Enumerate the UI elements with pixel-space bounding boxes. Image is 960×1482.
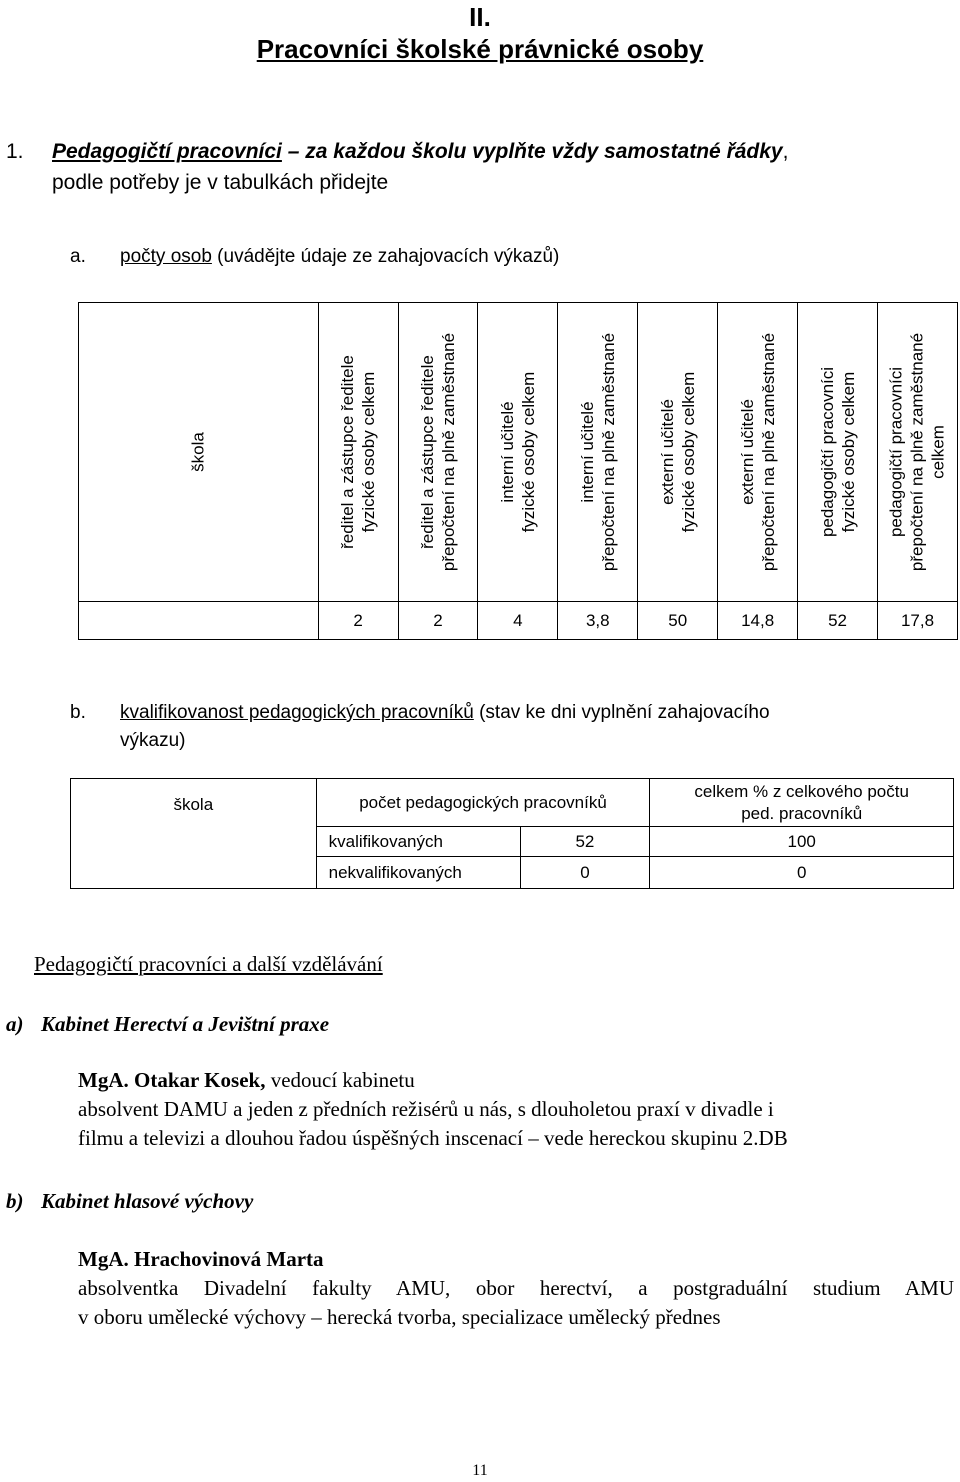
cell-school <box>79 602 319 640</box>
person-role: vedoucí kabinetu <box>265 1068 415 1092</box>
subheading-a-rest: (uvádějte údaje ze zahajovacích výkazů) <box>211 246 560 267</box>
header-col-3: interní učitelé fyzické osoby celkem <box>478 303 558 602</box>
header-col-1: ředitel a zástupce ředitele fyzické osoby celkem <box>318 303 398 602</box>
header-col-7: pedagogičtí pracovníci fyzické osoby celkem <box>798 303 878 602</box>
subheading-b <box>70 699 954 755</box>
heading-number: 1. <box>6 140 24 163</box>
heading-dash: – <box>287 140 300 163</box>
cell-value: 2 <box>398 602 478 640</box>
heading-italic: za každou školu vyplňte vždy samostatné řádky <box>305 140 783 163</box>
staff-count-table <box>78 302 958 640</box>
person-name: MgA. Otakar Kosek, <box>78 1068 266 1092</box>
heading-line2: podle potřeby je v tabulkách přidejte <box>52 171 389 194</box>
section2-title: Pedagogičtí pracovníci a další vzdělávání <box>34 952 383 976</box>
header-col-2: ředitel a zástupce ředitele přepočtení na plně zaměstnané <box>398 303 478 602</box>
header-percent: celkem % z celkového počtu ped. pracovníků <box>650 779 954 827</box>
row-percent: 0 <box>650 857 954 889</box>
cell-value: 14,8 <box>718 602 798 640</box>
row-count: 0 <box>520 857 650 889</box>
cabinet-b-heading: b) Kabinet hlasové výchovy <box>6 1189 254 1213</box>
row-label: nekvalifikovaných <box>316 857 520 889</box>
cell-value: 17,8 <box>877 602 957 640</box>
cell-value: 2 <box>318 602 398 640</box>
header-col-8: pedagogičtí pracovníci přepočtení na plně zaměstnané celkem <box>877 303 957 602</box>
person-bio-line: filmu a televizi a dlouhou řadou úspěšných inscenací – vede hereckou skupinu 2.DB <box>78 1126 788 1150</box>
subheading-a <box>70 246 559 268</box>
cell-value: 50 <box>638 602 718 640</box>
header-school: škola <box>79 303 319 602</box>
header-school: škola <box>71 779 317 889</box>
section-number: II. <box>469 2 491 32</box>
heading-comma: , <box>782 140 789 163</box>
cell-value: 4 <box>478 602 558 640</box>
page-number: 11 <box>472 1462 488 1479</box>
subheading-a-label: a. <box>70 246 86 267</box>
row-percent: 100 <box>650 827 954 857</box>
subheading-a-underlined: počty osob <box>120 246 212 267</box>
cabinet-a-person <box>78 1066 958 1153</box>
subheading-b-rest: (stav ke dni vyplnění zahajovacího <box>473 702 770 723</box>
person-bio-line: absolventka Divadelní fakulty AMU, obor herectví, a postgraduální studium AMU <box>78 1276 954 1300</box>
header-col-4: interní učitelé přepočtení na plně zaměstnané <box>558 303 638 602</box>
header-col-6: externí učitelé přepočtení na plně zaměstnané <box>718 303 798 602</box>
person-bio-line: v oboru umělecké výchovy – herecká tvorba, specializace umělecký přednes <box>78 1305 721 1329</box>
qualification-table <box>70 778 954 889</box>
row-label: kvalifikovaných <box>316 827 520 857</box>
header-staff-count: počet pedagogických pracovníků <box>316 779 650 827</box>
header-col-5: externí učitelé fyzické osoby celkem <box>638 303 718 602</box>
cabinet-b-person <box>78 1245 954 1332</box>
cabinet-a-heading: a) Kabinet Herectví a Jevištní praxe <box>6 1012 330 1036</box>
cell-value: 3,8 <box>558 602 638 640</box>
heading-underlined: Pedagogičtí pracovníci <box>52 140 282 163</box>
row-count: 52 <box>520 827 650 857</box>
section-title: Pracovníci školské právnické osoby <box>256 34 704 64</box>
heading-pedagogical-staff <box>6 136 956 198</box>
person-name: MgA. Hrachovinová Marta <box>78 1247 324 1271</box>
subheading-b-underlined: kvalifikovanost pedagogických pracovníků <box>120 702 474 723</box>
person-bio-line: absolvent DAMU a jeden z předních režisérů u nás, s dlouholetou praxí v divadle i <box>78 1097 774 1121</box>
subheading-b-label: b. <box>70 702 86 723</box>
subheading-b-line2: výkazu) <box>120 730 186 751</box>
cell-value: 52 <box>798 602 878 640</box>
